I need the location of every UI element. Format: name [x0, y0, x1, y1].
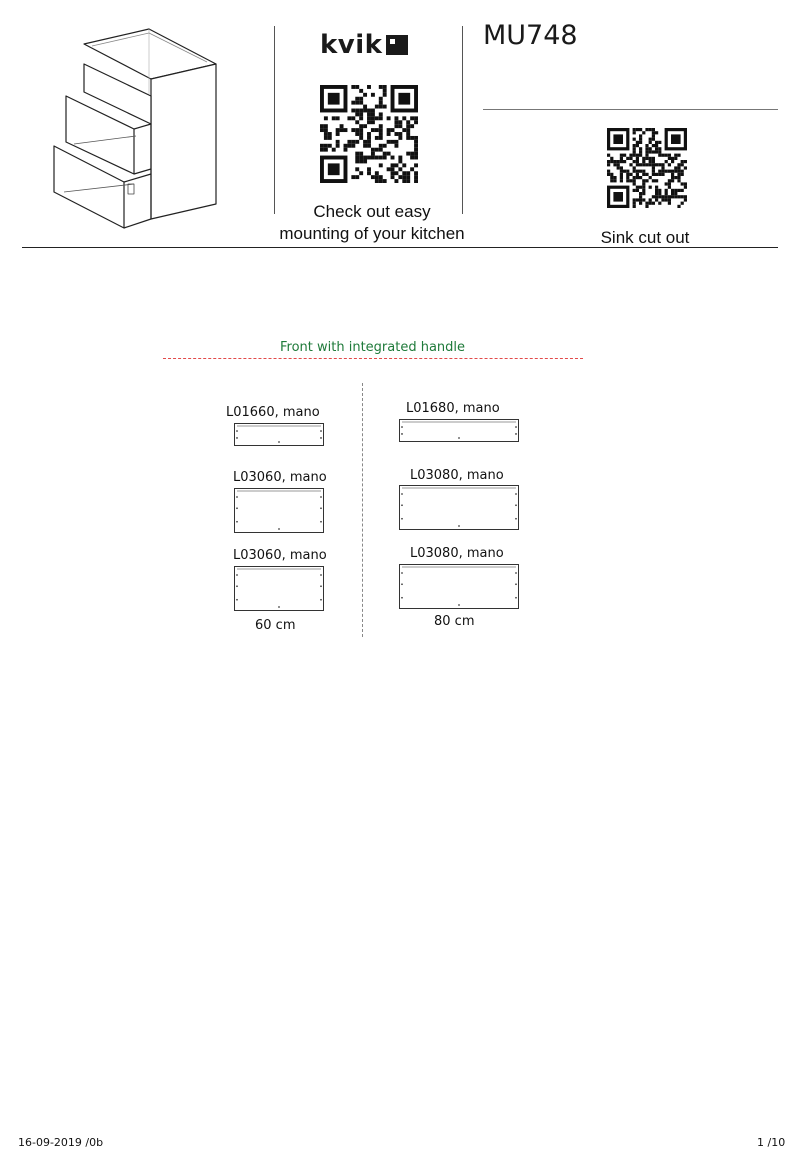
front-panel-right-1	[399, 419, 519, 442]
section-title-underline	[163, 358, 583, 359]
width-label-80: 80 cm	[434, 614, 475, 629]
cabinet-illustration	[44, 24, 224, 233]
header-rule	[22, 247, 778, 248]
brand-logo	[320, 30, 408, 60]
header-divider-left	[274, 26, 275, 214]
model-underline	[483, 109, 778, 110]
front-panel-left-3	[234, 566, 324, 611]
qr-code-mounting[interactable]	[320, 85, 418, 187]
front-panel-left-1	[234, 423, 324, 446]
part-label-right-1: L01680, mano	[406, 401, 500, 416]
footer-date: 16-09-2019 /0b	[18, 1136, 104, 1149]
part-label-right-3: L03080, mano	[410, 546, 504, 561]
part-label-left-1: L01660, mano	[226, 405, 320, 420]
column-divider	[362, 383, 363, 637]
qr-mounting-caption-line2: mounting of your kitchen	[279, 224, 465, 243]
model-number: MU748	[483, 20, 578, 51]
qr-mounting-caption	[268, 201, 476, 245]
part-label-right-2: L03080, mano	[410, 468, 504, 483]
front-panel-right-2	[399, 485, 519, 530]
section-title: Front with integrated handle	[280, 340, 466, 355]
front-panel-left-2	[234, 488, 324, 533]
width-label-60: 60 cm	[255, 618, 296, 633]
qr-code-sink-cutout[interactable]	[607, 128, 687, 212]
qr-mounting-caption-line1: Check out easy	[313, 202, 431, 221]
part-label-left-3: L03060, mano	[233, 548, 327, 563]
brand-name: kvik	[320, 30, 383, 60]
part-label-left-2: L03060, mano	[233, 470, 327, 485]
front-panel-right-3	[399, 564, 519, 609]
header-divider-right	[462, 26, 463, 214]
qr-sink-caption: Sink cut out	[600, 228, 690, 247]
logo-square-icon	[386, 35, 408, 55]
footer-page-number: 1 /10	[757, 1136, 786, 1149]
